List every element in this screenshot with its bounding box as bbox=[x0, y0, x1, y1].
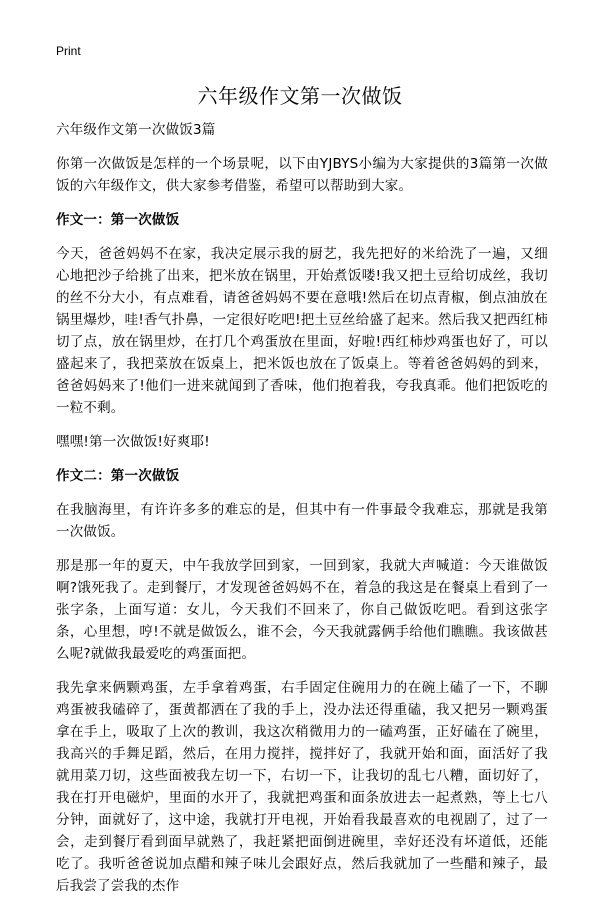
body-paragraph: 在我脑海里，有许许多多的难忘的是，但其中有一件事最令我难忘，那就是我第一次做饭。 bbox=[56, 502, 548, 540]
article-subtitle: 六年级作文第一次做饭3篇 bbox=[56, 122, 216, 138]
print-link[interactable]: Print bbox=[56, 44, 81, 58]
section-heading: 作文一：第一次做饭 bbox=[56, 212, 180, 228]
article-body bbox=[56, 119, 548, 909]
body-paragraph: 我先拿来俩颗鸡蛋，左手拿着鸡蛋，右手固定住碗用力的在碗上磕了一下，不聊鸡蛋被我磕碎了，蛋黄都洒在了我的手上，没办法还得重磕，我又把另一颗鸡蛋拿在手上，吸取了上次的教训，我这次稍微用力的一磕鸡蛋，正好磕在了碗里，我高兴的手舞足蹈，然后，在用力搅拌，搅拌好了，我就开始和面，面活好了我就用菜刀切，这些面被我左切一下，右切一下，让我切的乱七八糟，面切好了，我在打开电磁炉，里面的水开了，我就把鸡蛋和面条放进去一起煮熟，等上七八分钟，面就好了，这中途，我就打开电视，开始看我最喜欢的电视剧了，过了一会，走到餐厅看到面早就熟了，我赶紧把面倒进碗里，幸好还没有坏道低，还能吃了。我听爸爸说加点醋和辣子味儿会跟好点，然后我就加了一些醋和辣子，最后我尝了尝我的杰作 bbox=[56, 680, 548, 894]
intro-paragraph: 你第一次做饭是怎样的一个场景呢，以下由YJBYS小编为大家提供的3篇第一次做饭的六年级作文，供大家参考借鉴，希望可以帮助到大家。 bbox=[56, 156, 548, 194]
body-paragraph: 嘿嘿!第一次做饭!好爽耶! bbox=[56, 434, 210, 450]
body-paragraph: 今天，爸爸妈妈不在家，我决定展示我的厨艺，我先把好的米给洗了一遍，又细心地把沙子给挑了出来，把米放在锅里，开始煮饭喽!我又把土豆给切成丝，我切的丝不分大小，有点难看，请爸爸妈妈不要在意哦!然后在切点青椒，倒点油放在锅里爆炒，哇!香气扑鼻，一定很好吃吧!把土豆丝给盛了起来。然后我又把西红柿切了点，放在锅里炒，在打几个鸡蛋放在里面，好啦!西红柿炒鸡蛋也好了，可以盛起来了，我把菜放在饭桌上，把米饭也放在了饭桌上。等着爸爸妈妈的到来，爸爸妈妈来了!他们一进来就闻到了香味，他们抱着我，夸我真乖。他们把饭吃的一粒不剩。 bbox=[56, 246, 548, 416]
body-paragraph: 那是那一年的夏天，中午我放学回到家，一回到家，我就大声喊道：今天谁做饭啊?饿死我了。走到餐厅，才发现爸爸妈妈不在，着急的我这是在餐桌上看到了一张字条，上面写道：女儿，今天我们不回来了，你自己做饭吃吧。看到这张字条，心里想，哼!不就是做饭么，谁不会，今天我就露俩手给他们瞧瞧。我该做甚么呢?就做我最爱吃的鸡蛋面把。 bbox=[56, 558, 548, 662]
page-title: 六年级作文第一次做饭 bbox=[197, 84, 403, 108]
section-heading: 作文二：第一次做饭 bbox=[56, 468, 180, 484]
